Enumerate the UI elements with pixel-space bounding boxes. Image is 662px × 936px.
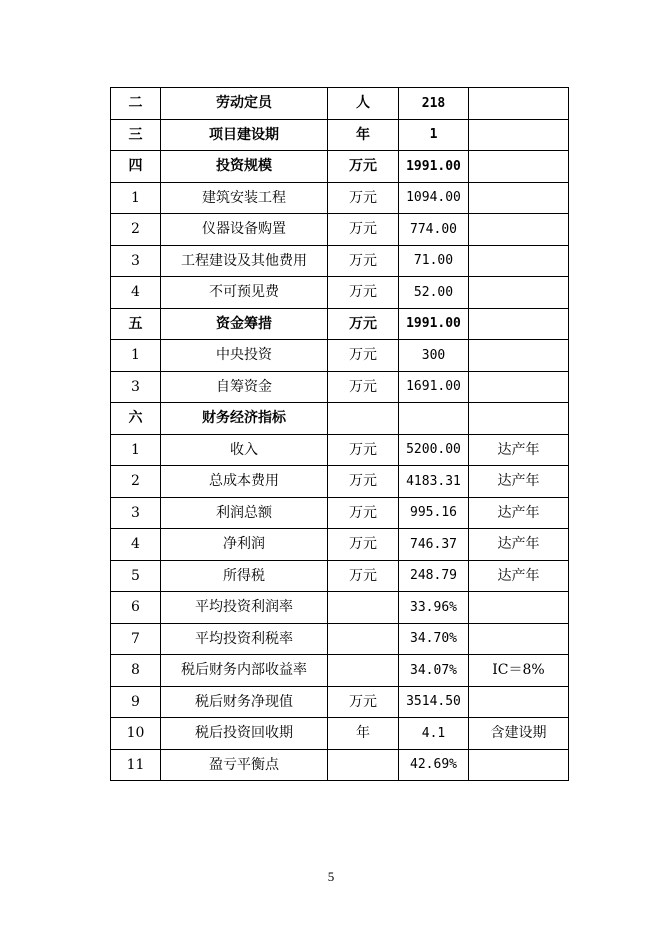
unit-cell xyxy=(328,403,399,435)
item-name-cell: 财务经济指标 xyxy=(161,403,328,435)
item-name-cell: 利润总额 xyxy=(161,497,328,529)
note-cell xyxy=(469,119,569,151)
row-number-cell: 五 xyxy=(111,308,161,340)
table-row xyxy=(111,623,569,655)
value-cell: 995.16 xyxy=(399,497,469,529)
row-number-cell: 4 xyxy=(111,529,161,561)
table-row xyxy=(111,403,569,435)
note-cell xyxy=(469,151,569,183)
table-row xyxy=(111,119,569,151)
unit-cell: 万元 xyxy=(328,182,399,214)
value-cell: 248.79 xyxy=(399,560,469,592)
table-row xyxy=(111,308,569,340)
unit-cell: 万元 xyxy=(328,497,399,529)
row-number-cell: 8 xyxy=(111,655,161,687)
table-body xyxy=(111,88,569,781)
row-number-cell: 二 xyxy=(111,88,161,120)
unit-cell: 人 xyxy=(328,88,399,120)
table-row xyxy=(111,277,569,309)
value-cell: 34.07% xyxy=(399,655,469,687)
item-name-cell: 建筑安装工程 xyxy=(161,182,328,214)
table-row xyxy=(111,151,569,183)
value-cell: 4.1 xyxy=(399,718,469,750)
row-number-cell: 10 xyxy=(111,718,161,750)
value-cell: 1691.00 xyxy=(399,371,469,403)
value-cell: 300 xyxy=(399,340,469,372)
table-row xyxy=(111,592,569,624)
table-row xyxy=(111,245,569,277)
unit-cell: 万元 xyxy=(328,245,399,277)
table-row xyxy=(111,88,569,120)
item-name-cell: 投资规模 xyxy=(161,151,328,183)
note-cell xyxy=(469,214,569,246)
table-row xyxy=(111,560,569,592)
item-name-cell: 平均投资利税率 xyxy=(161,623,328,655)
row-number-cell: 4 xyxy=(111,277,161,309)
row-number-cell: 9 xyxy=(111,686,161,718)
note-cell xyxy=(469,403,569,435)
value-cell: 34.70% xyxy=(399,623,469,655)
unit-cell: 万元 xyxy=(328,560,399,592)
row-number-cell: 1 xyxy=(111,340,161,372)
item-name-cell: 工程建设及其他费用 xyxy=(161,245,328,277)
row-number-cell: 7 xyxy=(111,623,161,655)
item-name-cell: 税后投资回收期 xyxy=(161,718,328,750)
note-cell: 含建设期 xyxy=(469,718,569,750)
note-cell xyxy=(469,340,569,372)
row-number-cell: 1 xyxy=(111,182,161,214)
note-cell xyxy=(469,371,569,403)
row-number-cell: 3 xyxy=(111,245,161,277)
unit-cell: 万元 xyxy=(328,151,399,183)
row-number-cell: 2 xyxy=(111,466,161,498)
unit-cell: 万元 xyxy=(328,686,399,718)
table-row xyxy=(111,749,569,781)
note-cell xyxy=(469,623,569,655)
value-cell: 52.00 xyxy=(399,277,469,309)
unit-cell: 万元 xyxy=(328,434,399,466)
value-cell: 1991.00 xyxy=(399,151,469,183)
value-cell: 5200.00 xyxy=(399,434,469,466)
unit-cell xyxy=(328,749,399,781)
item-name-cell: 盈亏平衡点 xyxy=(161,749,328,781)
item-name-cell: 中央投资 xyxy=(161,340,328,372)
row-number-cell: 三 xyxy=(111,119,161,151)
unit-cell: 万元 xyxy=(328,214,399,246)
item-name-cell: 自筹资金 xyxy=(161,371,328,403)
note-cell xyxy=(469,686,569,718)
table-row xyxy=(111,371,569,403)
item-name-cell: 税后财务净现值 xyxy=(161,686,328,718)
value-cell: 4183.31 xyxy=(399,466,469,498)
table-row xyxy=(111,686,569,718)
value-cell: 71.00 xyxy=(399,245,469,277)
item-name-cell: 收入 xyxy=(161,434,328,466)
indicator-table xyxy=(110,87,569,781)
value-cell: 746.37 xyxy=(399,529,469,561)
item-name-cell: 仪器设备购置 xyxy=(161,214,328,246)
note-cell xyxy=(469,245,569,277)
table-row xyxy=(111,529,569,561)
table-row xyxy=(111,340,569,372)
table-row xyxy=(111,497,569,529)
value-cell: 42.69% xyxy=(399,749,469,781)
item-name-cell: 劳动定员 xyxy=(161,88,328,120)
table-row xyxy=(111,214,569,246)
row-number-cell: 5 xyxy=(111,560,161,592)
row-number-cell: 11 xyxy=(111,749,161,781)
item-name-cell: 平均投资利润率 xyxy=(161,592,328,624)
item-name-cell: 所得税 xyxy=(161,560,328,592)
table-row xyxy=(111,655,569,687)
row-number-cell: 2 xyxy=(111,214,161,246)
unit-cell: 年 xyxy=(328,718,399,750)
note-cell: 达产年 xyxy=(469,466,569,498)
table-row xyxy=(111,466,569,498)
unit-cell xyxy=(328,655,399,687)
value-cell: 33.96% xyxy=(399,592,469,624)
value-cell: 1094.00 xyxy=(399,182,469,214)
note-cell xyxy=(469,592,569,624)
unit-cell xyxy=(328,592,399,624)
value-cell: 1991.00 xyxy=(399,308,469,340)
note-cell: 达产年 xyxy=(469,529,569,561)
value-cell: 218 xyxy=(399,88,469,120)
note-cell xyxy=(469,182,569,214)
row-number-cell: 3 xyxy=(111,371,161,403)
note-cell xyxy=(469,277,569,309)
item-name-cell: 不可预见费 xyxy=(161,277,328,309)
note-cell: IC＝8% xyxy=(469,655,569,687)
value-cell: 774.00 xyxy=(399,214,469,246)
row-number-cell: 1 xyxy=(111,434,161,466)
item-name-cell: 净利润 xyxy=(161,529,328,561)
row-number-cell: 3 xyxy=(111,497,161,529)
unit-cell: 年 xyxy=(328,119,399,151)
table-row xyxy=(111,182,569,214)
row-number-cell: 六 xyxy=(111,403,161,435)
page-number: 5 xyxy=(327,869,335,884)
value-cell: 1 xyxy=(399,119,469,151)
item-name-cell: 资金筹措 xyxy=(161,308,328,340)
row-number-cell: 四 xyxy=(111,151,161,183)
note-cell: 达产年 xyxy=(469,560,569,592)
note-cell xyxy=(469,88,569,120)
unit-cell: 万元 xyxy=(328,277,399,309)
note-cell: 达产年 xyxy=(469,497,569,529)
unit-cell: 万元 xyxy=(328,529,399,561)
value-cell xyxy=(399,403,469,435)
item-name-cell: 总成本费用 xyxy=(161,466,328,498)
item-name-cell: 税后财务内部收益率 xyxy=(161,655,328,687)
note-cell: 达产年 xyxy=(469,434,569,466)
table-row xyxy=(111,718,569,750)
unit-cell: 万元 xyxy=(328,308,399,340)
table-row xyxy=(111,434,569,466)
unit-cell: 万元 xyxy=(328,340,399,372)
unit-cell xyxy=(328,623,399,655)
row-number-cell: 6 xyxy=(111,592,161,624)
note-cell xyxy=(469,308,569,340)
unit-cell: 万元 xyxy=(328,371,399,403)
note-cell xyxy=(469,749,569,781)
value-cell: 3514.50 xyxy=(399,686,469,718)
item-name-cell: 项目建设期 xyxy=(161,119,328,151)
unit-cell: 万元 xyxy=(328,466,399,498)
